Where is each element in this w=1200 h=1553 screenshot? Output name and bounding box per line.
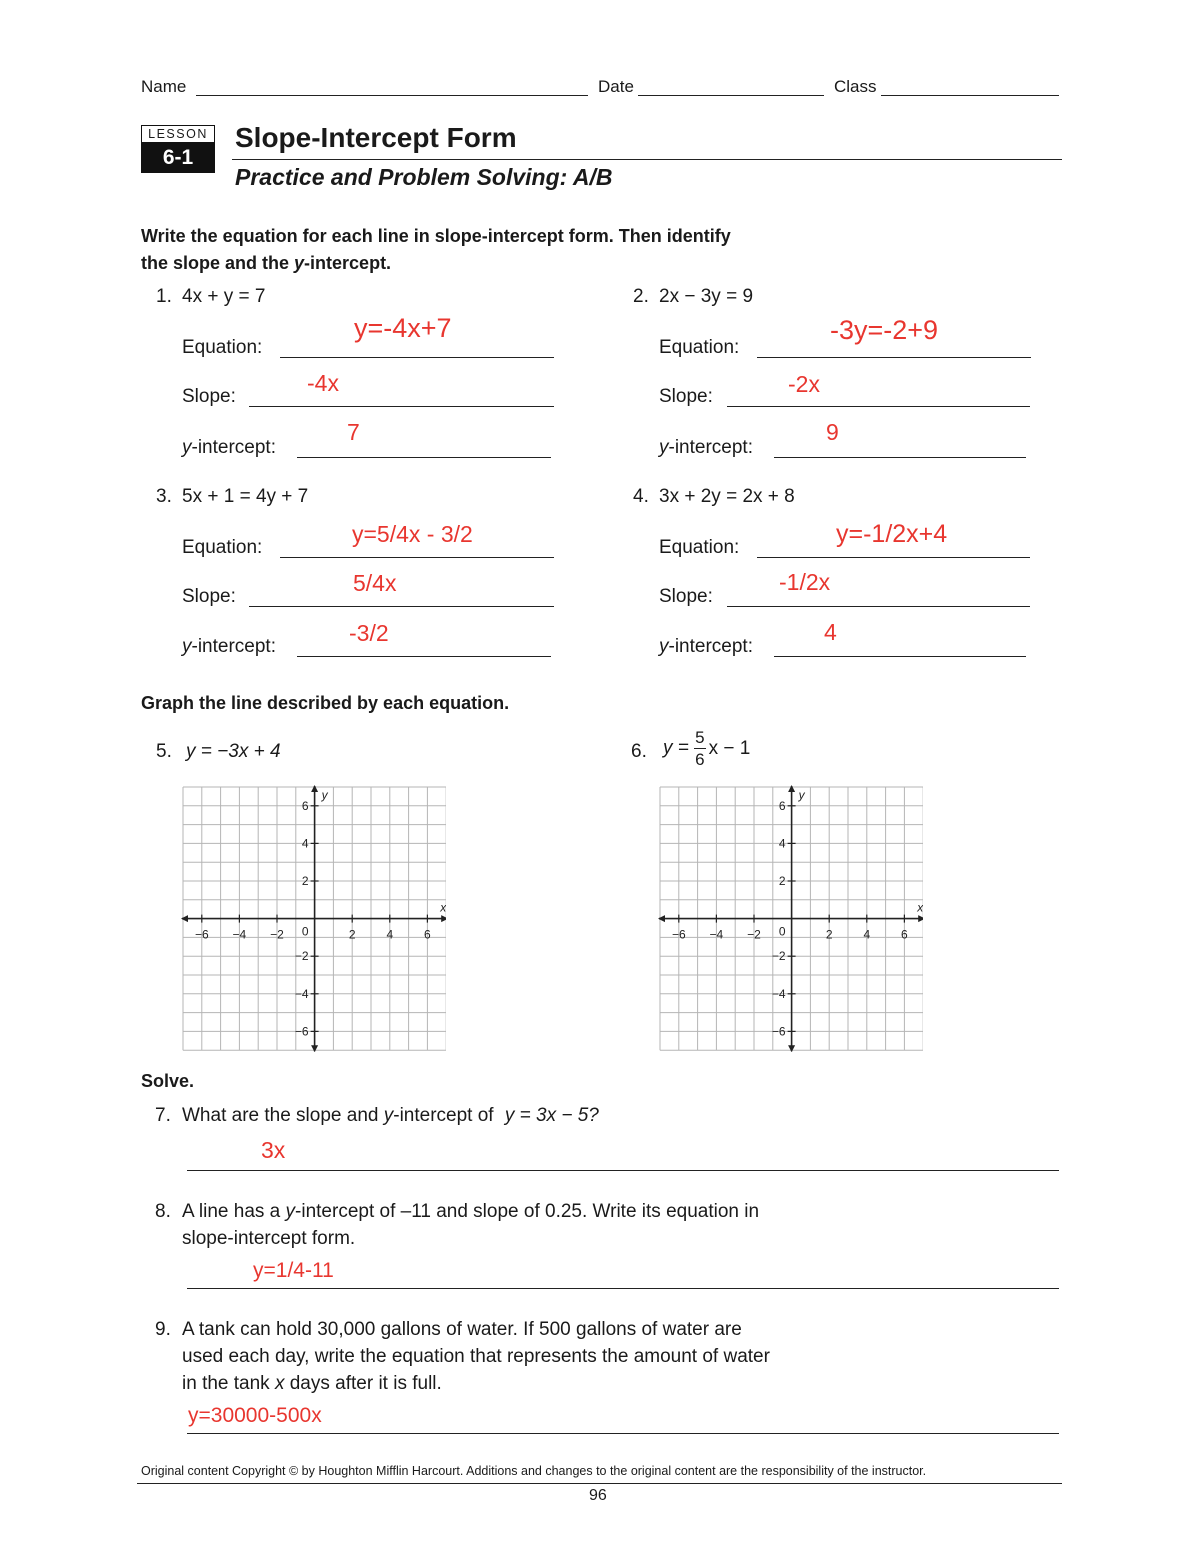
problem-4-yint-label: y-intercept: bbox=[659, 636, 753, 657]
y-axis-label: y bbox=[798, 788, 805, 802]
x-axis-right-arrow bbox=[441, 915, 446, 922]
coordinate-grid-6[interactable] bbox=[657, 784, 923, 1052]
section2-instruction: Graph the line described by each equation. bbox=[141, 693, 510, 713]
lesson-badge-number: 6-1 bbox=[141, 143, 215, 173]
x-tick-label: −6 bbox=[671, 927, 686, 942]
copyright-notice: Original content Copyright © by Houghton Mifflin Harcourt. Additions and changes to the original content are the responsibility of the instructor. bbox=[141, 1464, 927, 1478]
lesson-badge bbox=[141, 125, 215, 173]
problem-3-yint-field[interactable] bbox=[297, 656, 551, 657]
x-axis-label: x bbox=[917, 900, 923, 915]
x-axis-label: x bbox=[440, 900, 446, 915]
question-7-answer-field[interactable] bbox=[187, 1170, 1059, 1171]
y-axis-label: y bbox=[321, 788, 328, 802]
x-tick-label: −2 bbox=[270, 927, 284, 942]
y-tick-label: −4 bbox=[294, 986, 309, 1001]
problem-3-slope-label: Slope: bbox=[182, 586, 236, 607]
x-tick-label: 2 bbox=[348, 927, 356, 942]
problem-6-fraction: $\frac{5}{6}$ bbox=[695, 728, 705, 769]
origin-label: 0 bbox=[778, 924, 786, 939]
problem-2-slope-field[interactable] bbox=[727, 406, 1030, 407]
y-axis-top-arrow bbox=[788, 785, 795, 792]
lesson-badge-label: LESSON bbox=[141, 125, 215, 143]
problem-2-equation-answer: -3y=-2+9 bbox=[830, 315, 939, 345]
footer-rule bbox=[137, 1483, 1062, 1484]
x-tick-label: −4 bbox=[709, 927, 724, 942]
question-8-line1: A line has a y-intercept of –11 and slope of 0.25. Write its equation in bbox=[182, 1201, 760, 1222]
problem-4-slope-label: Slope: bbox=[659, 586, 713, 607]
problem-2-yint-answer: 9 bbox=[826, 419, 839, 445]
question-9-answer-field[interactable] bbox=[187, 1433, 1059, 1434]
x-tick-label: −4 bbox=[232, 927, 247, 942]
y-tick-label: 2 bbox=[778, 874, 786, 888]
page-subtitle: Practice and Problem Solving: A/B bbox=[235, 164, 613, 190]
x-axis-left-arrow bbox=[658, 915, 665, 922]
problem-3-equation-label: Equation: bbox=[182, 537, 263, 558]
graph-6[interactable] bbox=[657, 784, 923, 1052]
problem-6-number: 6. bbox=[631, 741, 647, 762]
y-axis-top-arrow bbox=[311, 785, 318, 792]
problem-5-expression: y = −3x + 4 bbox=[186, 741, 281, 762]
problem-1-yint-label: y-intercept: bbox=[182, 437, 276, 458]
problem-1-yint-answer: 7 bbox=[347, 419, 360, 445]
x-tick-label: −6 bbox=[194, 927, 209, 942]
name-field[interactable] bbox=[196, 95, 588, 96]
y-tick-label: −2 bbox=[294, 949, 309, 964]
problem-2-slope-answer: -2x bbox=[788, 371, 820, 397]
date-field[interactable] bbox=[638, 95, 824, 96]
problem-4-expression: 3x + 2y = 2x + 8 bbox=[659, 486, 795, 507]
problem-3-yint-answer: -3/2 bbox=[349, 620, 389, 646]
question-8-answer-field[interactable] bbox=[187, 1288, 1059, 1289]
problem-4-yint-answer: 4 bbox=[824, 619, 837, 645]
question-9-line3: in the tank x days after it is full. bbox=[182, 1373, 442, 1394]
question-9-line1: A tank can hold 30,000 gallons of water. If 500 gallons of water are bbox=[182, 1319, 742, 1340]
problem-1-slope-label: Slope: bbox=[182, 386, 236, 407]
section1-instruction-b: the slope and the y-intercept. bbox=[141, 253, 392, 273]
y-tick-label: 6 bbox=[301, 798, 309, 813]
problem-2-yint-field[interactable] bbox=[774, 457, 1026, 458]
class-field[interactable] bbox=[881, 95, 1059, 96]
problem-2-slope-label: Slope: bbox=[659, 386, 713, 407]
problem-3-equation-answer: y=5/4x - 3/2 bbox=[352, 521, 473, 547]
question-7-text: What are the slope and y-intercept of y = 3x − 5? bbox=[182, 1105, 599, 1126]
x-tick-label: 6 bbox=[901, 927, 908, 942]
problem-4-slope-field[interactable] bbox=[727, 606, 1030, 607]
problem-4-equation-label: Equation: bbox=[659, 537, 740, 558]
problem-4-equation-field[interactable] bbox=[757, 557, 1030, 558]
page-title: Slope-Intercept Form bbox=[235, 122, 517, 153]
y-tick-label: 4 bbox=[301, 836, 309, 851]
y-tick-label: 4 bbox=[778, 836, 786, 851]
problem-1-equation-label: Equation: bbox=[182, 337, 263, 358]
problem-2-equation-field[interactable] bbox=[757, 357, 1031, 358]
problem-3-slope-answer: 5/4x bbox=[353, 570, 397, 596]
x-axis-right-arrow bbox=[918, 915, 923, 922]
x-tick-label: 4 bbox=[863, 927, 871, 942]
page-number: 96 bbox=[589, 1487, 607, 1504]
problem-2-number: 2. bbox=[633, 286, 649, 307]
question-8-line2: slope-intercept form. bbox=[182, 1228, 356, 1249]
problem-2-expression: 2x − 3y = 9 bbox=[659, 286, 754, 307]
question-9-answer: y=30000-500x bbox=[188, 1404, 322, 1427]
problem-1-slope-field[interactable] bbox=[249, 406, 554, 407]
y-tick-label: −4 bbox=[771, 986, 786, 1001]
x-tick-label: −2 bbox=[747, 927, 761, 942]
x-axis-left-arrow bbox=[181, 915, 188, 922]
section1-instruction-a: Write the equation for each line in slope-intercept form. Then identify bbox=[141, 226, 731, 246]
x-tick-label: 2 bbox=[825, 927, 833, 942]
problem-1-equation-answer: y=-4x+7 bbox=[354, 313, 452, 343]
problem-3-number: 3. bbox=[156, 486, 172, 507]
problem-3-slope-field[interactable] bbox=[249, 606, 554, 607]
problem-1-yint-field[interactable] bbox=[297, 457, 551, 458]
problem-1-slope-answer: -4x bbox=[307, 370, 339, 396]
problem-1-expression: 4x + y = 7 bbox=[182, 286, 266, 307]
question-9-number: 9. bbox=[155, 1319, 171, 1340]
problem-4-slope-answer: -1/2x bbox=[779, 569, 831, 595]
problem-1-number: 1. bbox=[156, 286, 172, 307]
name-label: Name bbox=[141, 77, 187, 96]
problem-5-number: 5. bbox=[156, 741, 172, 762]
x-tick-label: 6 bbox=[424, 927, 431, 942]
title-rule bbox=[232, 159, 1062, 160]
question-7-answer: 3x bbox=[261, 1137, 286, 1163]
problem-6-expression: y = $\frac{5}{6}$ x − 1 bbox=[663, 728, 751, 769]
y-tick-label: 2 bbox=[301, 874, 309, 888]
question-8-answer: y=1/4-11 bbox=[253, 1259, 334, 1282]
problem-3-equation-field[interactable] bbox=[280, 557, 554, 558]
graph-5[interactable] bbox=[180, 784, 446, 1052]
y-axis-bottom-arrow bbox=[311, 1045, 318, 1052]
x-tick-label: 4 bbox=[386, 927, 394, 942]
date-label: Date bbox=[598, 77, 634, 96]
class-label: Class bbox=[834, 77, 877, 96]
y-tick-label: −6 bbox=[771, 1024, 786, 1039]
question-9-line2: used each day, write the equation that represents the amount of water bbox=[182, 1346, 770, 1367]
problem-2-equation-label: Equation: bbox=[659, 337, 740, 358]
problem-3-expression: 5x + 1 = 4y + 7 bbox=[182, 486, 309, 507]
problem-2-yint-label: y-intercept: bbox=[659, 437, 753, 458]
y-tick-label: 6 bbox=[778, 798, 786, 813]
y-tick-label: −6 bbox=[294, 1024, 309, 1039]
problem-4-number: 4. bbox=[633, 486, 649, 507]
problem-1-equation-field[interactable] bbox=[280, 357, 554, 358]
question-7-number: 7. bbox=[155, 1105, 171, 1126]
y-tick-label: −2 bbox=[771, 949, 786, 964]
section3-instruction: Solve. bbox=[141, 1071, 195, 1091]
origin-label: 0 bbox=[301, 924, 309, 939]
coordinate-grid-5[interactable] bbox=[180, 784, 446, 1052]
problem-3-yint-label: y-intercept: bbox=[182, 636, 276, 657]
y-axis-bottom-arrow bbox=[788, 1045, 795, 1052]
problem-4-yint-field[interactable] bbox=[774, 656, 1026, 657]
problem-4-equation-answer: y=-1/2x+4 bbox=[836, 520, 948, 548]
question-8-number: 8. bbox=[155, 1201, 171, 1222]
